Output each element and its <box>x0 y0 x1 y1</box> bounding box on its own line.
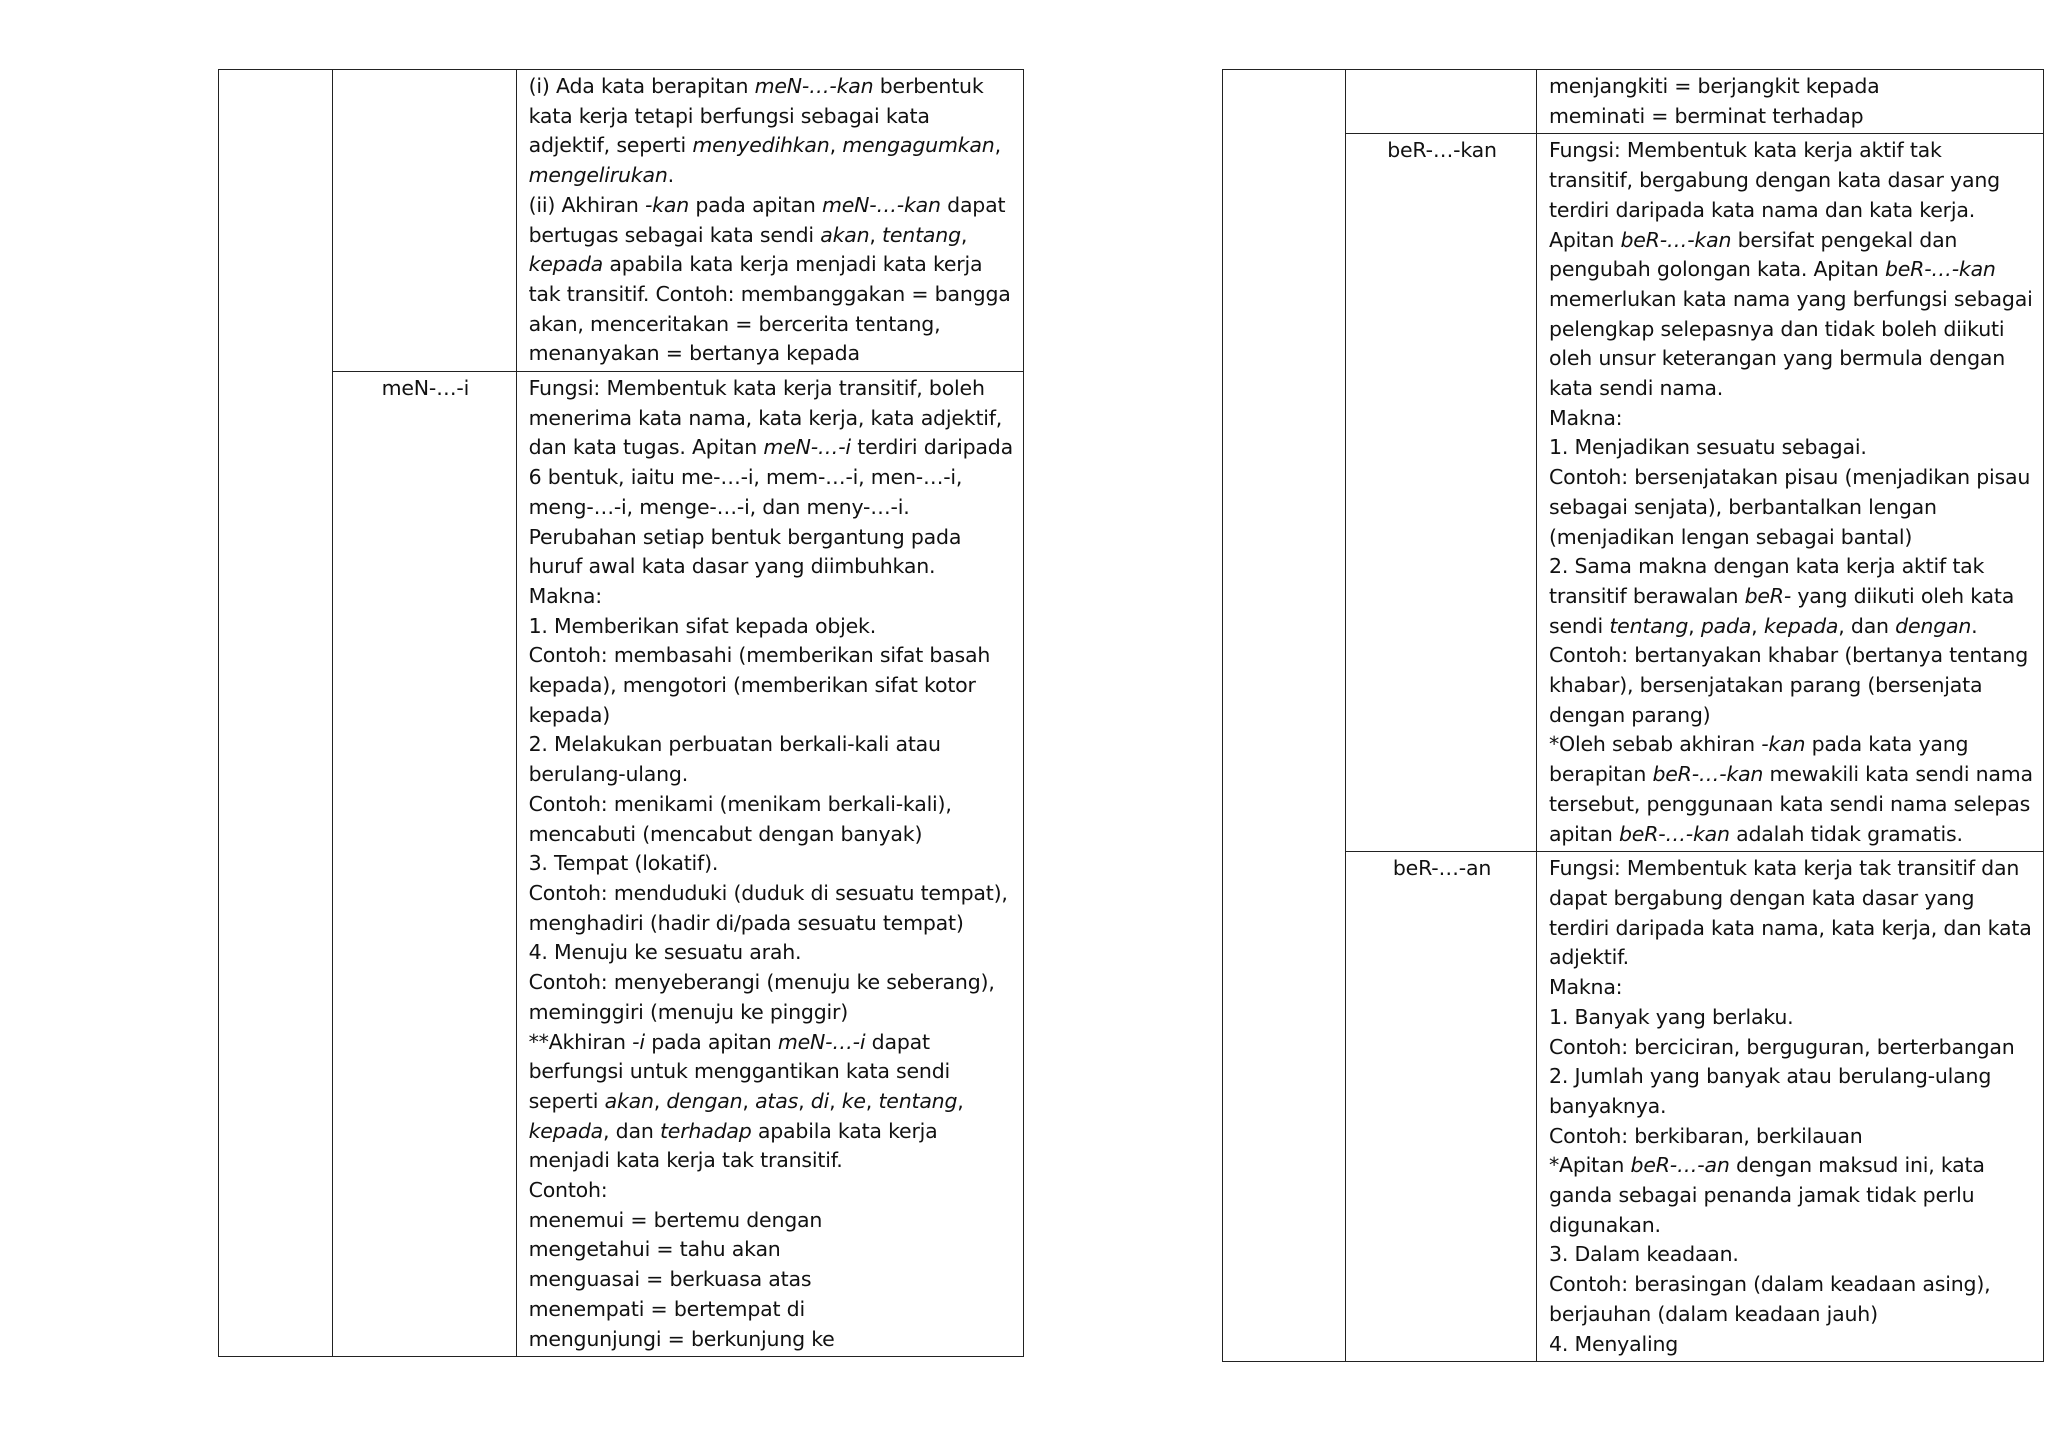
italic-term: meN-…-i <box>763 435 851 460</box>
italic-term: dengan <box>666 1088 743 1113</box>
text-line: kepada), mengotori (memberikan sifat kotor <box>528 673 976 698</box>
text-line: meminati = berminat terhadap <box>1549 103 1864 128</box>
text-line: (ii) Akhiran -kan pada apitan meN-…-kan dapat <box>528 192 1006 217</box>
text-line: memerlukan kata nama yang berfungsi sebagai <box>1549 286 2033 311</box>
text-line: 4. Menyaling <box>1549 1331 1679 1356</box>
affix-label-cell <box>333 70 516 372</box>
text-line: Contoh: berciciran, berguguran, berterbangan <box>1549 1034 2015 1059</box>
affix-label-cell: beR-…-an <box>1346 852 1537 1362</box>
text-line: Contoh: berasingan (dalam keadaan asing), <box>1549 1272 1991 1297</box>
text-line: Perubahan setiap bentuk bergantung pada <box>528 524 962 549</box>
text-line: 1. Menjadikan sesuatu sebagai. <box>1549 435 1867 460</box>
table-row <box>1223 70 2044 134</box>
text-line: **Akhiran -i pada apitan meN-…-i dapat <box>528 1029 930 1054</box>
text-line: Makna: <box>1549 405 1623 430</box>
text-line: menjadi kata kerja tak transitif. <box>528 1148 843 1173</box>
italic-term: kepada <box>528 1118 604 1143</box>
text-line: Makna: <box>528 583 602 608</box>
text-line: terdiri daripada kata nama dan kata kerja. <box>1549 197 1976 222</box>
text-line: sendi tentang, pada, kepada, dan dengan. <box>1549 613 1978 638</box>
text-line: menguasai = berkuasa atas <box>528 1267 812 1292</box>
italic-term: mengagumkan <box>842 133 995 158</box>
text-line: terdiri daripada kata nama, kata kerja, dan kata <box>1549 915 2032 940</box>
text-line: 3. Dalam keadaan. <box>1549 1242 1739 1267</box>
italic-term: beR-…-an <box>1630 1153 1730 1178</box>
text-line: berfungsi untuk menggantikan kata sendi <box>528 1059 950 1084</box>
text-line: tersebut, penggunaan kata sendi nama selepas <box>1549 791 2031 816</box>
text-line: Contoh: bersenjatakan pisau (menjadikan pisau <box>1549 465 2031 490</box>
text-line: kepada apabila kata kerja menjadi kata kerja <box>528 252 983 277</box>
description-cell <box>1537 134 2044 852</box>
text-line: ganda sebagai penanda jamak tidak perlu <box>1549 1183 1975 1208</box>
text-line: Fungsi: Membentuk kata kerja tak transitif dan <box>1549 856 2020 881</box>
text-line: Contoh: menyeberangi (menuju ke seberang), <box>528 970 995 995</box>
text-line: mengetahui = tahu akan <box>528 1237 781 1262</box>
left-affix-table <box>218 69 1024 1357</box>
text-line: 2. Jumlah yang banyak atau berulang-ulang <box>1549 1064 1992 1089</box>
text-line: 3. Tempat (lokatif). <box>528 851 719 876</box>
text-line: digunakan. <box>1549 1212 1661 1237</box>
text-line: Contoh: menduduki (duduk di sesuatu tempat), <box>528 880 1008 905</box>
text-line: *Oleh sebab akhiran -kan pada kata yang <box>1549 732 1969 757</box>
text-line: berjauhan (dalam keadaan jauh) <box>1549 1301 1878 1326</box>
text-line: 1. Banyak yang berlaku. <box>1549 1004 1794 1029</box>
italic-term: -i <box>632 1029 645 1054</box>
italic-term: beR-…-kan <box>1620 227 1732 252</box>
text-line: Contoh: bertanyakan khabar (bertanya tentang <box>1549 643 2029 668</box>
text-line: berapitan beR-…-kan mewakili kata sendi nama <box>1549 762 2033 787</box>
text-line: transitif, bergabung dengan kata dasar yang <box>1549 168 2000 193</box>
italic-term: dengan <box>1895 613 1972 638</box>
text-line: oleh unsur keterangan yang bermula dengan <box>1549 346 2006 371</box>
description-cell <box>516 70 1023 372</box>
text-line: mencabuti (mencabut dengan banyak) <box>528 821 923 846</box>
text-line: Contoh: berkibaran, berkilauan <box>1549 1123 1863 1148</box>
table-row <box>1223 852 2044 1362</box>
text-line: menjangkiti = berjangkit kepada <box>1549 74 1880 98</box>
text-line: kepada, dan terhadap apabila kata kerja <box>528 1118 938 1143</box>
italic-term: akan <box>820 222 870 247</box>
text-line: (i) Ada kata berapitan meN-…-kan berbentuk <box>528 74 984 98</box>
text-line: khabar), bersenjatakan parang (bersenjata <box>1549 673 1983 698</box>
description-cell <box>1537 70 2044 134</box>
italic-term: atas <box>755 1088 799 1113</box>
text-line: akan, menceritakan = bercerita tentang, <box>528 311 941 336</box>
text-line: mengunjungi = berkunjung ke <box>528 1326 835 1351</box>
text-line: adjektif. <box>1549 945 1629 970</box>
text-line: menerima kata nama, kata kerja, kata adjektif, <box>528 405 1003 430</box>
empty-cell <box>1223 70 1346 1362</box>
text-line: menempati = bertempat di <box>528 1296 805 1321</box>
italic-term: tentang <box>882 222 961 247</box>
text-line: dapat bergabung dengan kata dasar yang <box>1549 885 1975 910</box>
text-line: Fungsi: Membentuk kata kerja transitif, boleh <box>528 376 985 401</box>
text-line: dengan parang) <box>1549 702 1711 727</box>
italic-term: meN-…-kan <box>754 74 874 98</box>
text-line: menghadiri (hadir di/pada sesuatu tempat) <box>528 910 964 935</box>
text-line: adjektif, seperti menyedihkan, mengagumkan, <box>528 133 1001 158</box>
text-line: 4. Menuju ke sesuatu arah. <box>528 940 802 965</box>
italic-term: meN-…-kan <box>821 192 941 217</box>
text-line: meminggiri (menuju ke pinggir) <box>528 999 849 1024</box>
text-line: kata kerja tetapi berfungsi sebagai kata <box>528 103 930 128</box>
text-line: huruf awal kata dasar yang diimbuhkan. <box>528 554 936 579</box>
text-line: menanyakan = bertanya kepada <box>528 341 860 366</box>
italic-term: menyedihkan <box>692 133 830 158</box>
text-line: 2. Sama makna dengan kata kerja aktif tak <box>1549 554 1985 579</box>
table-row <box>1223 134 2044 852</box>
table-row <box>219 70 1024 372</box>
italic-term: beR-…-kan <box>1884 257 1996 282</box>
text-line: *Apitan beR-…-an dengan maksud ini, kata <box>1549 1153 1985 1178</box>
text-line: menemui = bertemu dengan <box>528 1207 823 1232</box>
text-line: Fungsi: Membentuk kata kerja aktif tak <box>1549 138 1942 163</box>
text-line: mengelirukan. <box>528 163 674 188</box>
affix-label-cell: beR-…-kan <box>1346 134 1537 852</box>
text-line: dan kata tugas. Apitan meN-…-i terdiri daripada <box>528 435 1013 460</box>
text-line: 1. Memberikan sifat kepada objek. <box>528 613 877 638</box>
italic-term: terhadap <box>659 1118 752 1143</box>
text-line: kepada) <box>528 702 611 727</box>
text-line: Contoh: <box>528 1178 608 1203</box>
text-line: pengubah golongan kata. Apitan beR-…-kan <box>1549 257 1996 282</box>
text-line: (menjadikan lengan sebagai bantal) <box>1549 524 1913 549</box>
italic-term: tentang <box>878 1088 958 1113</box>
italic-term: -kan <box>644 192 689 217</box>
text-line: kata sendi nama. <box>1549 376 1724 401</box>
text-line: sebagai senjata), berbantalkan lengan <box>1549 494 1937 519</box>
italic-term: beR- <box>1744 583 1792 608</box>
text-line: 6 bentuk, iaitu me-…-i, mem-…-i, men-…-i, <box>528 465 963 490</box>
text-line: banyaknya. <box>1549 1093 1667 1118</box>
right-page <box>1024 0 2048 1448</box>
italic-term: di <box>810 1088 830 1113</box>
text-line: apitan beR-…-kan adalah tidak gramatis. <box>1549 821 1963 846</box>
text-line: Apitan beR-…-kan bersifat pengekal dan <box>1549 227 1958 252</box>
text-line: Contoh: menikami (menikam berkali-kali), <box>528 791 952 816</box>
text-line: Contoh: membasahi (memberikan sifat basah <box>528 643 991 668</box>
italic-term: beR-…-kan <box>1652 762 1764 787</box>
empty-cell <box>219 70 333 1357</box>
description-cell <box>1537 852 2044 1362</box>
text-line: tak transitif. Contoh: membanggakan = bangga <box>528 281 1011 306</box>
italic-term: tentang <box>1609 613 1689 638</box>
italic-term: beR-…-kan <box>1618 821 1730 846</box>
text-line: Makna: <box>1549 975 1623 1000</box>
italic-term: kepada <box>528 252 604 277</box>
text-line: seperti akan, dengan, atas, di, ke, tentang, <box>528 1088 964 1113</box>
affix-label-cell: meN-…-i <box>333 372 516 1357</box>
description-cell <box>516 372 1023 1357</box>
text-line: berulang-ulang. <box>528 762 689 787</box>
italic-term: ke <box>841 1088 866 1113</box>
italic-term: kepada <box>1763 613 1839 638</box>
italic-term: pada <box>1700 613 1752 638</box>
text-line: pelengkap selepasnya dan tidak boleh diikuti <box>1549 316 2005 341</box>
text-line: meng-…-i, menge-…-i, dan meny-…-i. <box>528 494 910 519</box>
affix-label-cell <box>1346 70 1537 134</box>
text-line: bertugas sebagai kata sendi akan, tentang, <box>528 222 968 247</box>
italic-term: akan <box>604 1088 654 1113</box>
text-line: 2. Melakukan perbuatan berkali-kali atau <box>528 732 941 757</box>
italic-term: meN-…-i <box>777 1029 866 1054</box>
right-affix-table <box>1222 69 2044 1362</box>
table-row <box>219 372 1024 1357</box>
italic-term: -kan <box>1761 732 1806 757</box>
italic-term: mengelirukan <box>528 163 668 188</box>
text-line: transitif berawalan beR- yang diikuti oleh kata <box>1549 583 2015 608</box>
